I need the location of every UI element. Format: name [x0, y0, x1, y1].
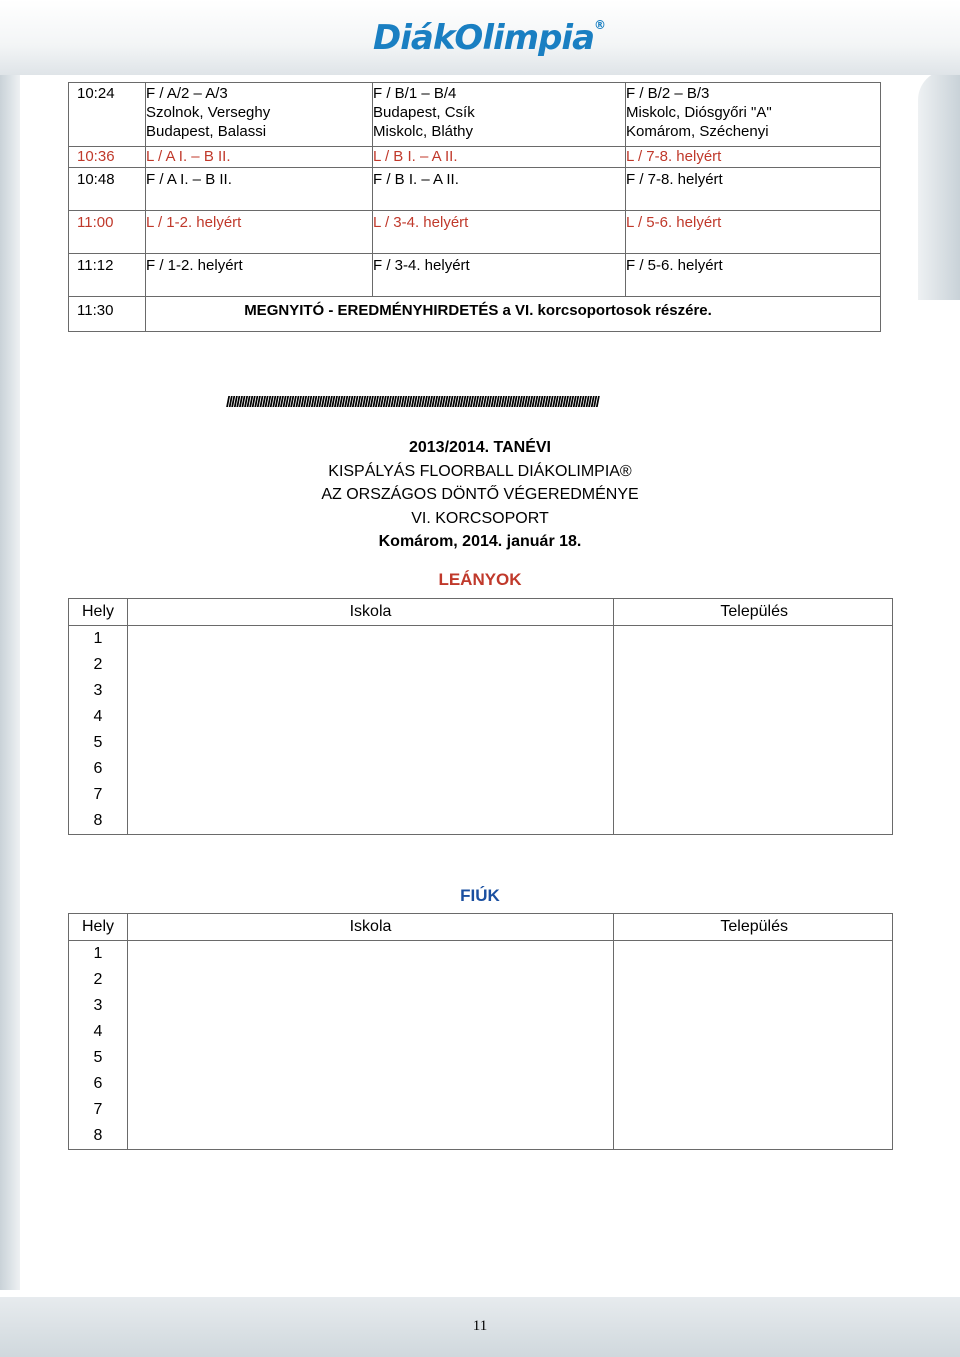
town-cell: [614, 782, 893, 808]
page-number: 11: [472, 1318, 488, 1334]
ceremony-cell: MEGNYITÓ - EREDMÉNYHIRDETÉS a VI. korcsoportosok részére.: [146, 297, 881, 332]
school-cell: [128, 782, 614, 808]
school-cell: [128, 808, 614, 835]
team-b: Komárom, Széchenyi: [626, 123, 769, 140]
school-cell: [128, 941, 614, 968]
logo-text: DiákOlimpia: [373, 18, 595, 58]
school-cell: [128, 756, 614, 782]
place-cell: 1: [69, 626, 128, 653]
match-cell: F / A I. – B II.: [146, 168, 373, 211]
schedule-row: [69, 147, 881, 168]
school-cell: [128, 678, 614, 704]
town-cell: [614, 626, 893, 653]
boys-results-table: [68, 913, 893, 1150]
school-cell: [128, 704, 614, 730]
title-line: 2013/2014. TANÉVI: [408, 439, 551, 456]
girls-results-table: [68, 598, 893, 835]
time-cell: 10:48: [69, 168, 146, 211]
table-row: [69, 626, 893, 653]
town-cell: [614, 941, 893, 968]
column-header: Iskola: [128, 914, 614, 941]
place-cell: 7: [69, 782, 128, 808]
schedule-row: [69, 254, 881, 297]
time-cell: 11:30: [69, 297, 146, 332]
title-line: AZ ORSZÁGOS DÖNTŐ VÉGEREDMÉNYE: [321, 486, 639, 503]
town-cell: [614, 993, 893, 1019]
school-cell: [128, 652, 614, 678]
match-code: F / B/2 – B/3: [626, 85, 710, 102]
place-cell: 2: [69, 652, 128, 678]
place-cell: 2: [69, 967, 128, 993]
schedule-row: [69, 168, 881, 211]
table-row: [69, 1019, 893, 1045]
table-row: [69, 967, 893, 993]
table-row: [69, 1045, 893, 1071]
match-code: F / B/1 – B/4: [373, 85, 457, 102]
table-row: [69, 704, 893, 730]
town-cell: [614, 730, 893, 756]
school-cell: [128, 1097, 614, 1123]
header-banner: [0, 0, 960, 75]
school-cell: [128, 993, 614, 1019]
schedule-row: [69, 297, 881, 332]
title-line: VI. KORCSOPORT: [411, 509, 549, 527]
boys-heading: FIÚK: [460, 886, 500, 905]
match-cell: F / 1-2. helyért: [146, 254, 373, 297]
school-cell: [128, 626, 614, 653]
town-cell: [614, 1097, 893, 1123]
document-title: [0, 436, 960, 554]
schedule-row: [69, 83, 881, 147]
time-cell: 11:00: [69, 211, 146, 254]
school-cell: [128, 1045, 614, 1071]
column-header: Iskola: [128, 599, 614, 626]
place-cell: 4: [69, 1019, 128, 1045]
school-cell: [128, 1071, 614, 1097]
match-cell: F / 5-6. helyért: [626, 254, 881, 297]
place-cell: 5: [69, 1045, 128, 1071]
school-cell: [128, 967, 614, 993]
time-cell: 11:12: [69, 254, 146, 297]
table-header-row: [69, 914, 893, 941]
table-row: [69, 993, 893, 1019]
time-cell: 10:36: [69, 147, 146, 168]
logo-registered-mark: ®: [594, 18, 606, 32]
team-b: Budapest, Balassi: [146, 123, 267, 140]
column-header: Hely: [69, 599, 128, 626]
town-cell: [614, 1019, 893, 1045]
team-a: Szolnok, Verseghy: [146, 104, 271, 121]
match-cell: L / A I. – B II.: [146, 147, 373, 168]
title-line: Komárom, 2014. január 18.: [378, 533, 582, 550]
match-code: F / A/2 – A/3: [146, 85, 228, 102]
town-cell: [614, 756, 893, 782]
column-header: Hely: [69, 914, 128, 941]
page-left-edge-decoration: [0, 0, 20, 1290]
team-a: Budapest, Csík: [373, 104, 475, 121]
title-line: KISPÁLYÁS FLOORBALL DIÁKOLIMPIA®: [328, 462, 632, 480]
table-row: [69, 756, 893, 782]
place-cell: 8: [69, 808, 128, 835]
column-header: Település: [614, 914, 893, 941]
school-cell: [128, 730, 614, 756]
table-row: [69, 808, 893, 835]
town-cell: [614, 1123, 893, 1150]
table-header-row: [69, 599, 893, 626]
place-cell: 6: [69, 756, 128, 782]
match-cell: F / B I. – A II.: [373, 168, 626, 211]
table-row: [69, 782, 893, 808]
school-cell: [128, 1123, 614, 1150]
match-cell: L / 1-2. helyért: [146, 211, 373, 254]
match-cell: L / 5-6. helyért: [626, 211, 881, 254]
place-cell: 7: [69, 1097, 128, 1123]
match-cell: F / 3-4. helyért: [373, 254, 626, 297]
place-cell: 4: [69, 704, 128, 730]
table-row: [69, 941, 893, 968]
time-cell: 10:24: [69, 83, 146, 147]
schedule-row: [69, 211, 881, 254]
match-cell: F / 7-8. helyért: [626, 168, 881, 211]
place-cell: 1: [69, 941, 128, 968]
girls-heading: LEÁNYOK: [438, 570, 522, 589]
town-cell: [614, 808, 893, 835]
table-row: [69, 1123, 893, 1150]
place-cell: 5: [69, 730, 128, 756]
school-cell: [128, 1019, 614, 1045]
town-cell: [614, 704, 893, 730]
table-row: [69, 678, 893, 704]
town-cell: [614, 652, 893, 678]
table-row: [69, 730, 893, 756]
match-cell: L / B I. – A II.: [373, 147, 626, 168]
table-row: [69, 1071, 893, 1097]
table-row: [69, 652, 893, 678]
match-cell: L / 3-4. helyért: [373, 211, 626, 254]
town-cell: [614, 1071, 893, 1097]
schedule-table: [68, 82, 881, 332]
column-header: Település: [614, 599, 893, 626]
place-cell: 3: [69, 678, 128, 704]
place-cell: 3: [69, 993, 128, 1019]
table-row: [69, 1097, 893, 1123]
town-cell: [614, 1045, 893, 1071]
match-cell: L / 7-8. helyért: [626, 147, 881, 168]
town-cell: [614, 967, 893, 993]
separator-line: /////////////////////////////////////////////////////////////////////////////////////////////////////////////////////////////////////////////////: [226, 394, 599, 411]
team-a: Miskolc, Diósgyőri "A": [626, 104, 772, 121]
place-cell: 6: [69, 1071, 128, 1097]
match-cell: [146, 83, 373, 147]
match-cell: [626, 83, 881, 147]
diakolimpia-logo: [373, 18, 605, 58]
match-cell: [373, 83, 626, 147]
place-cell: 8: [69, 1123, 128, 1150]
team-b: Miskolc, Bláthy: [373, 123, 474, 140]
town-cell: [614, 678, 893, 704]
page-right-edge-decoration: [918, 70, 960, 300]
